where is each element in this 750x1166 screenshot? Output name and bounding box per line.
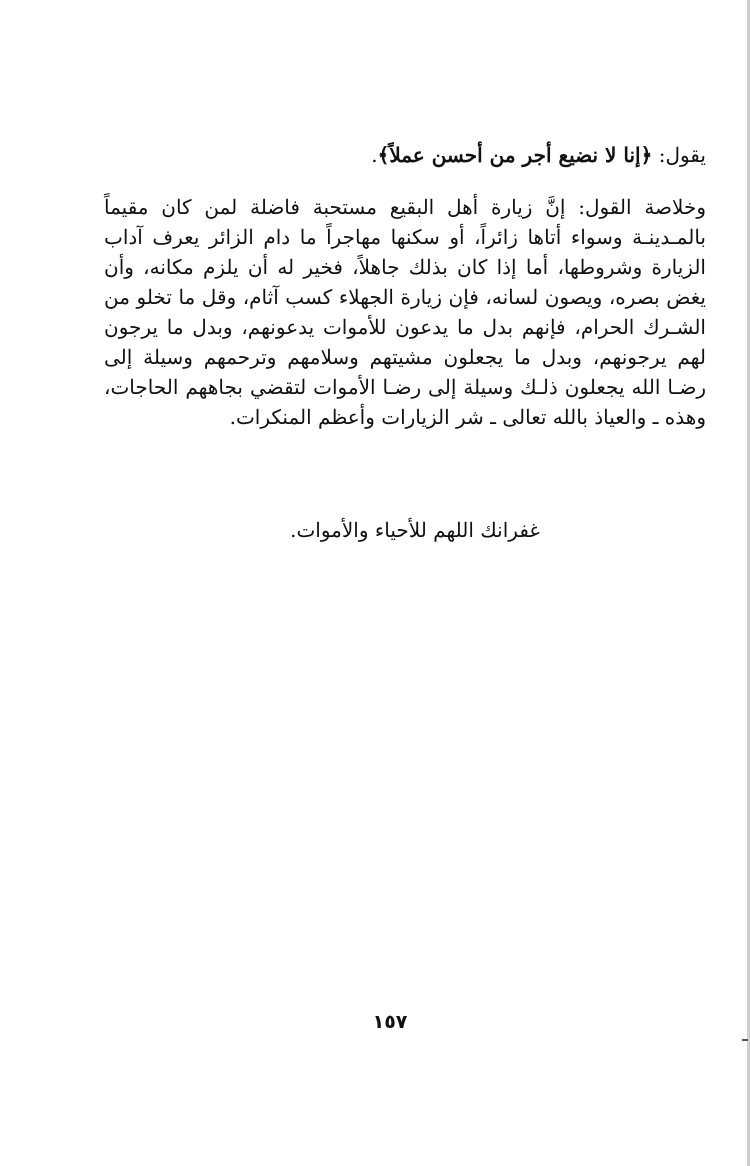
quote-lead: يقول: (652, 143, 706, 167)
summary-paragraph: وخلاصة القول: إنَّ زيارة أهل البقيع مستحبة فاضلة لمن كان مقيماً بالمـدينـة وسواء أتاها زائراً، أو سكنها مهاجراً ما دام الزائر يعرف آداب الزيارة وشروطها، أما إذا كان بذلك جاهلاً، فخير له أن يلزم مكانه، وأن يغض بصره، ويصون لسانه، فإن زيارة الجهلاء كسب آثام، وقل ما تخلو من الشـرك الحرام، فإنهم بدل ما يدعون للأموات يدعونهم، وبدل ما يرجون لهم يرجونهم، وبدل ما يجعلون مشيتهم وسلامهم وترحمهم وسيلة إلى رضـا الله يجعلون ذلـك وسيلة إلى رضـا الأموات لتقضي بجاههم الحاجات، وهذه ـ والعياذ بالله تعالى ـ شر الزيارات وأعظم المنكرات. (104, 195, 706, 429)
closing-supplication: غفرانك اللهم للأحياء والأموات. (290, 518, 540, 542)
quranic-verse: ﴿إنا لا نضيع أجر من أحسن عملاً﴾ (377, 143, 653, 167)
page-number: ١٥٧ (372, 1011, 408, 1033)
quote-period: . (371, 143, 378, 167)
page-edge-mark (742, 1039, 748, 1041)
quote-paragraph (104, 140, 706, 170)
